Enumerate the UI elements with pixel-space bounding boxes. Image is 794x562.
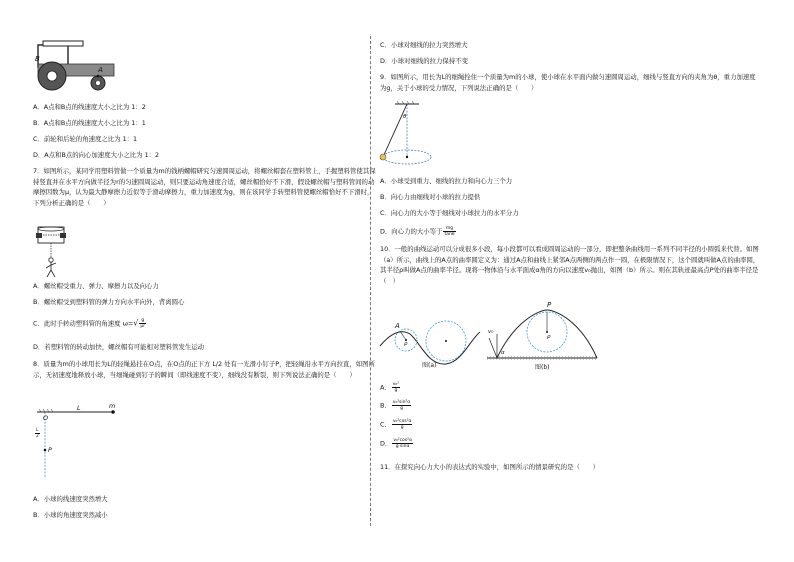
q10-a-letter: A． [380, 383, 391, 392]
column-divider [370, 36, 371, 526]
q8-half-num: L [36, 428, 39, 433]
q10-d-num: v₀²cos²α [393, 438, 412, 443]
q8-option-d: D．小球对细线的拉力保持不变 [380, 57, 468, 65]
q7-option-c-fraction [139, 318, 146, 329]
q9-option-c: C．向心力的大小等于细线对小球拉力的水平分力 [380, 209, 519, 217]
q9-option-a: A．小球受到重力、细线的拉力和向心力三个力 [380, 177, 513, 185]
q10-c-num: v₀²cos²α [392, 419, 412, 424]
q10-option-a [380, 382, 401, 393]
q10-c-letter: C． [380, 420, 391, 429]
q7-option-b: B．螺丝帽受到塑料管的弹力方向水平向外，背离圆心 [33, 298, 185, 306]
q9-d-numerator: mg [443, 226, 455, 232]
q9-option-d-fraction [443, 226, 455, 237]
q10-option-d [380, 438, 414, 449]
q10-b-letter: B． [380, 401, 391, 410]
q8-stem: 8．质量为m的小球用长为L的轻绳悬挂在O点，在O点的正下方 L/2 处有一光滑小钉子P，把轻绳沿水平方向拉直，如图所示，无初速度地释放小球，当细绳碰到钉子的瞬间（即线速度不变），细线没有断裂，则下列说法正确的是（ ） [33, 360, 375, 379]
q8-option-c: C．小球对细线的拉力突然增大 [380, 41, 468, 49]
conical-pendulum-figure [377, 101, 457, 171]
q10-stem: 10．一般的曲线运动可以分成很多小段，每小段都可以看成圆周运动的一部分，即把整条曲线用一系列不同半径的小圆弧来代替。如图（a）所示，曲线上的A点的曲率圆定义为：通过A点和曲线上紧邻A点两侧的两点作一圆，在极限情况下，这个圆就叫做A点的曲率圆，其半径ρ叫做A点的曲率半径。现将一物体沿与水平面成α角的方向以速度v₀抛出，如图（b）所示。则在其轨迹最高点P处的曲率半径是（ ） [380, 245, 760, 285]
q10-label-rho-b: ρ [547, 334, 551, 340]
q9-stem: 9．如图所示，用长为L的细绳拴住一个质量为m的小球，使小球在水平面内做匀速圆周运动，细线与竖直方向的夹角为θ，重力加速度为g，关于小球的受力情况，下列说法正确的是（ ） [380, 73, 756, 92]
q7-c-denominator: μr [140, 324, 146, 329]
q8-option-b: B．小球的角速度突然减小 [33, 511, 108, 519]
q10-a-num: v₀² [392, 382, 400, 387]
q10-b-num: v₀²sin²α [392, 400, 411, 405]
q6-option-b: B．A点和B点的线速度大小之比为 1：1 [33, 119, 146, 127]
q8-label-l: L [77, 404, 81, 412]
q10-label-alpha: α [501, 350, 505, 356]
q9-option-d [380, 226, 457, 237]
q6-option-d: D．A点和B点的向心加速度大小之比为 1：2 [33, 151, 160, 159]
q10-d-letter: D． [380, 439, 392, 448]
projectile-figure-b [485, 300, 600, 374]
q10-d-den: g sinα [395, 444, 410, 449]
q7-option-a: A．螺丝帽受重力、弹力、摩擦力以及向心力 [33, 282, 159, 290]
tractor-label-b: B [35, 55, 40, 63]
q10-b-den: g [400, 406, 403, 411]
q9-d-denominator: tanθ [444, 232, 455, 237]
q9-option-d-prefix: D．向心力的大小等于 [380, 227, 443, 236]
q9-label-theta: θ [403, 114, 407, 120]
tractor-label-a: A [98, 66, 103, 74]
spinning-tube-figure [34, 225, 74, 280]
q11-stem: 11．在探究向心力大小的表达式的实验中，如图所示的情景研究的是（ ） [380, 463, 600, 471]
q10-label-rho-a: ρ [404, 341, 408, 347]
q10-label-a: A [395, 322, 400, 330]
q6-option-c: C．前轮和后轮的角速度之比为 1：1 [33, 135, 138, 143]
q10-label-p: P [547, 301, 552, 309]
q7-option-c-prefix: C．此时手转动塑料管的角速度 ω= [33, 319, 134, 328]
q10-a-den: g [394, 388, 398, 393]
q8-label-p: P [48, 446, 52, 454]
q8-half-den: 2 [36, 434, 39, 439]
q8-label-o: O [43, 414, 49, 422]
q9-option-b: B．向心力由细线对小球的拉力提供 [380, 193, 481, 201]
q10-option-c [380, 419, 413, 430]
q10-label-v0: v₀ [488, 329, 494, 335]
figure-a-caption: 图(a) [422, 362, 437, 369]
q8-label-m: m [109, 402, 116, 410]
figure-b-caption: 图(b) [535, 364, 550, 371]
q7-option-c: C．此时手转动塑料管的角速度 ω=√ $\frac{g}{\mu r}$ [33, 318, 146, 329]
q7-c-numerator: g [141, 318, 145, 323]
q10-c-den: g [400, 425, 404, 430]
q8-label-half-l [34, 428, 41, 439]
curvature-figure-a [378, 304, 483, 374]
q7-option-d: D．若塑料管的转动加快，螺丝帽有可能相对塑料管发生运动 [33, 343, 205, 351]
pendulum-nail-figure [33, 402, 123, 488]
q6-option-a: A．A点和B点的线速度大小之比为 1：2 [33, 103, 146, 111]
q7-stem: 7．如图所示，某同学用塑料管做一个质量为m的钱柄螺帽研究匀速圆周运动，将螺丝帽套在塑料管上，手握塑料管使其保持竖直并在水平方向做半径为r的匀速圆周运动，则只要运动角速度合适，螺丝帽恰好不下滑，假设螺丝帽与塑料管间的动摩擦因数为μ，认为最大静摩擦力近似等于滑动摩擦力，重力加速度为g，则在该同学手转塑料管使螺丝帽恰好不下滑时，下列分析正确的是（ ） [33, 167, 376, 207]
tractor-figure [30, 38, 120, 98]
q8-option-a: A．小球的线速度突然增大 [33, 495, 108, 503]
q10-option-b [380, 400, 412, 411]
